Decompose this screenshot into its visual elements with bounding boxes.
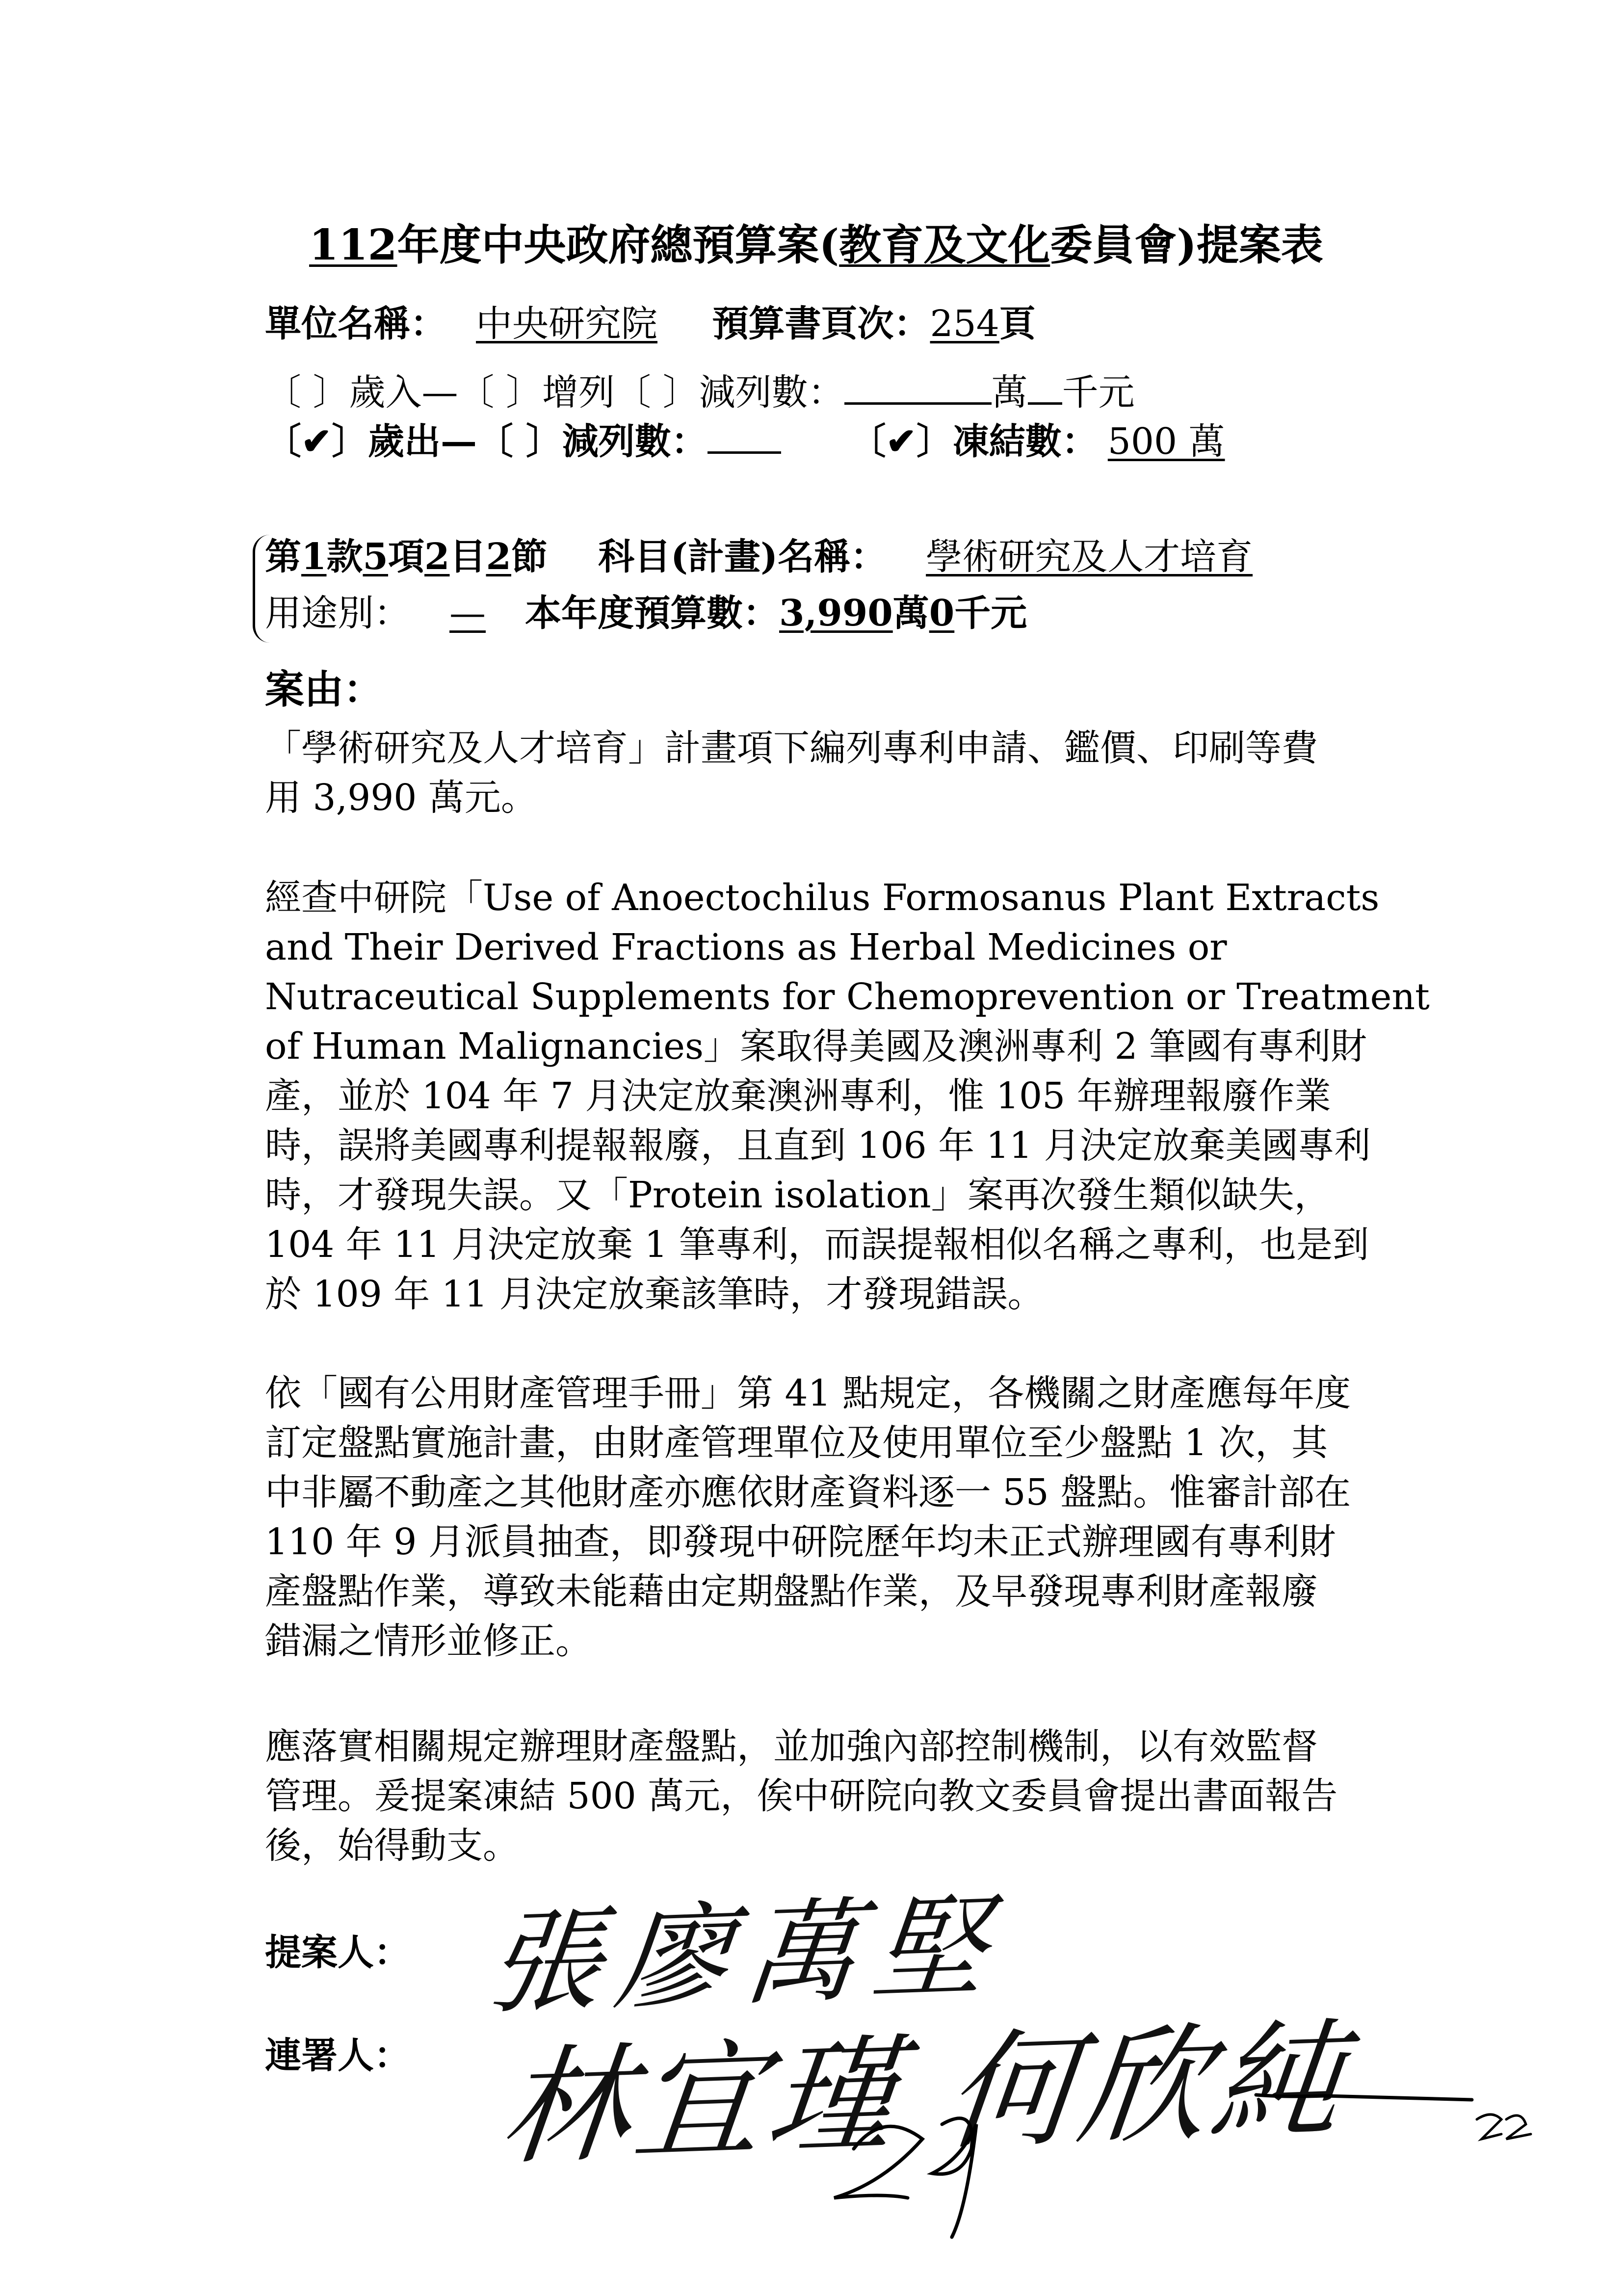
unit-line: 單位名稱： 中央研究院 預算書頁次：254頁 — [265, 303, 1036, 345]
paragraph-line: 訂定盤點實施計畫，由財產管理單位及使用單位至少盤點 1 次，其 — [265, 1422, 1328, 1464]
budget-amount: 3,990 — [779, 592, 893, 634]
proposer-label: 提案人： — [265, 1931, 410, 1974]
paragraph-line: 管理。爰提案凍結 500 萬元，俟中研院向教文委員會提出書面報告 — [265, 1775, 1338, 1817]
paragraph-line: 用 3,990 萬元。 — [265, 777, 537, 819]
paragraph-line: 「學術研究及人才培育」計畫項下編列專利申請、鑑價、印刷等費 — [265, 727, 1318, 769]
paragraph-line: 依「國有公用財產管理手冊」第 41 點規定，各機關之財產應每年度 — [265, 1372, 1351, 1414]
paragraph-line: 後，始得動支。 — [265, 1825, 519, 1867]
paragraph-line: 時，才發現失誤。又「Protein isolation」案再次發生類似缺失， — [265, 1174, 1331, 1216]
paragraph-line: 應落實相關規定辦理財產盤點，並加強內部控制機制，以有效監督 — [265, 1725, 1318, 1768]
unit-name: 中央研究院 — [476, 303, 657, 345]
proposer-signature: 張廖萬堅 — [481, 1881, 1008, 2031]
document-title: 112年度中央政府總預算案(教育及文化委員會)提案表 — [309, 220, 1323, 270]
paragraph-line: 產盤點作業，導致未能藉由定期盤點作業，及早發現專利財產報廢 — [265, 1570, 1318, 1613]
freeze-amount: 500 萬 — [1107, 420, 1225, 463]
signature-trailing-line — [1256, 2095, 1472, 2100]
paragraph-line: and Their Derived Fractions as Herbal Medicines or — [265, 926, 1227, 968]
cosigner-label: 連署人： — [265, 2035, 410, 2077]
page-mark-52 — [1477, 2114, 1531, 2139]
page-mark-29 — [834, 2118, 976, 2237]
paragraph-line: Nutraceutical Supplements for Chemoprevention or Treatment — [265, 976, 1430, 1018]
paragraph-line: 110 年 9 月派員抽查，即發現中研院歷年均未正式辦理國有專利財 — [265, 1521, 1336, 1563]
reason-heading: 案由： — [265, 666, 383, 712]
paragraph-line: 中非屬不動產之其他財產亦應依財產資料逐一 55 盤點。惟審計部在 — [265, 1471, 1351, 1513]
subject-name: 學術研究及人才培育 — [926, 536, 1253, 578]
item-line: 第1款5項2目2節 科目(計畫)名稱： 學術研究及人才培育 — [265, 532, 1292, 581]
expense-line: 〔✔〕歲出—〔 〕減列數： 〔✔〕凍結數： 500 萬 — [265, 417, 1245, 466]
use-line: 用途別： — 本年度預算數：3,990萬0千元 — [265, 592, 1027, 634]
paragraph-line: of Human Malignancies」案取得美國及澳洲專利 2 筆國有專利財 — [265, 1025, 1367, 1068]
paragraph-line: 經查中研院「Use of Anoectochilus Formosanus Plant Extracts — [265, 877, 1380, 919]
paragraph-line: 於 109 年 11 月決定放棄該筆時，才發現錯誤。 — [265, 1273, 1044, 1315]
revenue-line: 〔 〕歲入—〔 〕增列〔 〕減列數： 萬 千元 — [265, 368, 1135, 417]
paragraph-line: 時，誤將美國專利提報報廢，且直到 106 年 11 月決定放棄美國專利 — [265, 1124, 1371, 1167]
paragraph-line: 產，並於 104 年 7 月決定放棄澳洲專利，惟 105 年辦理報廢作業 — [265, 1075, 1331, 1117]
cosigner-signatures: 林宜瑾 何欣純 — [495, 2006, 1354, 2183]
paragraph-line: 104 年 11 月決定放棄 1 筆專利，而誤提報相似名稱之專利，也是到 — [265, 1224, 1369, 1266]
paragraph-line: 錯漏之情形並修正。 — [265, 1620, 592, 1662]
